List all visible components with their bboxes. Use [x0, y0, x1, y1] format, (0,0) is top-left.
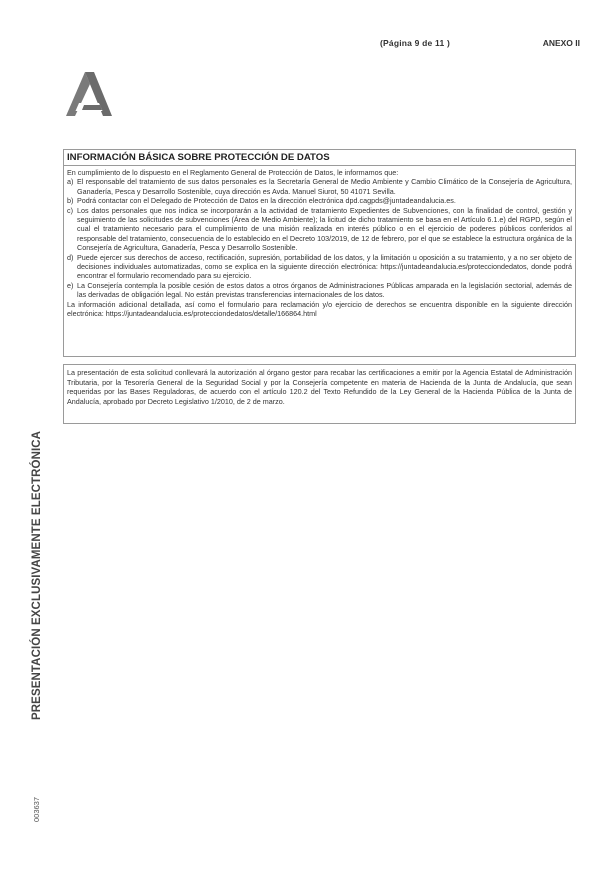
- list-item: [67, 281, 572, 300]
- data-protection-additional: La información adicional detallada, así como el formulario para reclamación y/o ejercicio de derechos se encuentra disponible en la siguiente dirección electrónica: https://juntadeandalucia.es/protecciondedatos/detalle/166864.html: [67, 299, 572, 319]
- item-letter: d): [67, 252, 74, 262]
- item-letter: e): [67, 280, 74, 290]
- data-protection-intro: En cumplimiento de lo dispuesto en el Reglamento General de Protección de Datos, le informamos que:: [67, 168, 399, 177]
- authorization-text: La presentación de esta solicitud conllevará la autorización al órgano gestor para recabar las certificaciones a emitir por la Agencia Estatal de Administración Tributaria, por la Tesorería General de la Seguridad Social y por la Consejería competente en materia de Hacienda de la Junta de Andalucía, que sean requeridas por las Bases Reguladoras, de acuerdo con el artículo 120.2 del Texto Refundido de la Ley General de la Hacienda Pública de la Junta de Andalucía, aprobado por Decreto Legislativo 1/2010, de 2 de marzo.: [67, 368, 572, 406]
- annex-label: ANEXO II: [542, 38, 580, 48]
- list-item: [67, 206, 572, 253]
- item-text: Podrá contactar con el Delegado de Protección de Datos en la dirección electrónica dpd.cagpds@juntadeandalucia.es.: [77, 196, 456, 206]
- data-protection-content: [64, 166, 575, 319]
- item-letter: c): [67, 205, 73, 215]
- item-letter: b): [67, 196, 74, 206]
- page-number: (Página 9 de 11 ): [380, 38, 451, 48]
- list-item: [67, 253, 572, 281]
- page-header: [380, 38, 580, 50]
- item-text: Los datos personales que nos indica se incorporarán a la actividad de tratamiento Expedientes de Subvenciones, con la finalidad de control, gestión y seguimiento de las solicitudes de subvenciones (Área de Medio Ambiente); la licitud de dicho tratamiento se basa en el Artículo 6.1.e) del RGPD, según el cual el tratamiento necesario para el cumplimiento de una misión realizada en interés público o en el ejercicio de poderes públicos conferidos al responsable del tratamiento, consecuencia de lo establecido en el Decreto 103/2019, de 12 de febrero, por el que se establece la estructura orgánica de la Consejería de Agricultura, Ganadería, Pesca y Desarrollo Sostenible.: [77, 205, 572, 253]
- item-text: Puede ejercer sus derechos de acceso, rectificación, supresión, portabilidad de los datos, y la limitación u oposición a su tratamiento, y a no ser objeto de decisiones individuales automatizadas, como se explica en la siguiente dirección electrónica: https://juntadeandalucia.es/protecciondedatos, donde podrá encontrar el formulario recomendado para su ejercicio.: [77, 252, 572, 281]
- authorization-box: [63, 364, 576, 424]
- item-text: El responsable del tratamiento de sus datos personales es la Secretaría General de Medio Ambiente y Cambio Climático de la Consejería de Agricultura, Ganadería, Pesca y Desarrollo Sostenible, cuya dirección es Avda. Manuel Siurot, 50 41071 Sevilla.: [77, 177, 572, 196]
- data-protection-box: [63, 149, 576, 357]
- list-item: [67, 177, 572, 196]
- item-letter: a): [67, 177, 74, 187]
- list-item: [67, 196, 572, 205]
- document-code: 003637: [32, 796, 41, 822]
- side-label: PRESENTACIÓN EXCLUSIVAMENTE ELECTRÓNICA: [31, 430, 43, 720]
- item-text: La Consejería contempla la posible cesión de estos datos a otros órganos de Administraciones Públicas amparada en la legislación sectorial, además de las derivadas de obligación legal. No están previstas transferencias internacionales de los datos.: [77, 280, 572, 300]
- data-protection-title: INFORMACIÓN BÁSICA SOBRE PROTECCIÓN DE DATOS: [64, 150, 575, 166]
- junta-andalucia-logo-icon: [66, 72, 112, 116]
